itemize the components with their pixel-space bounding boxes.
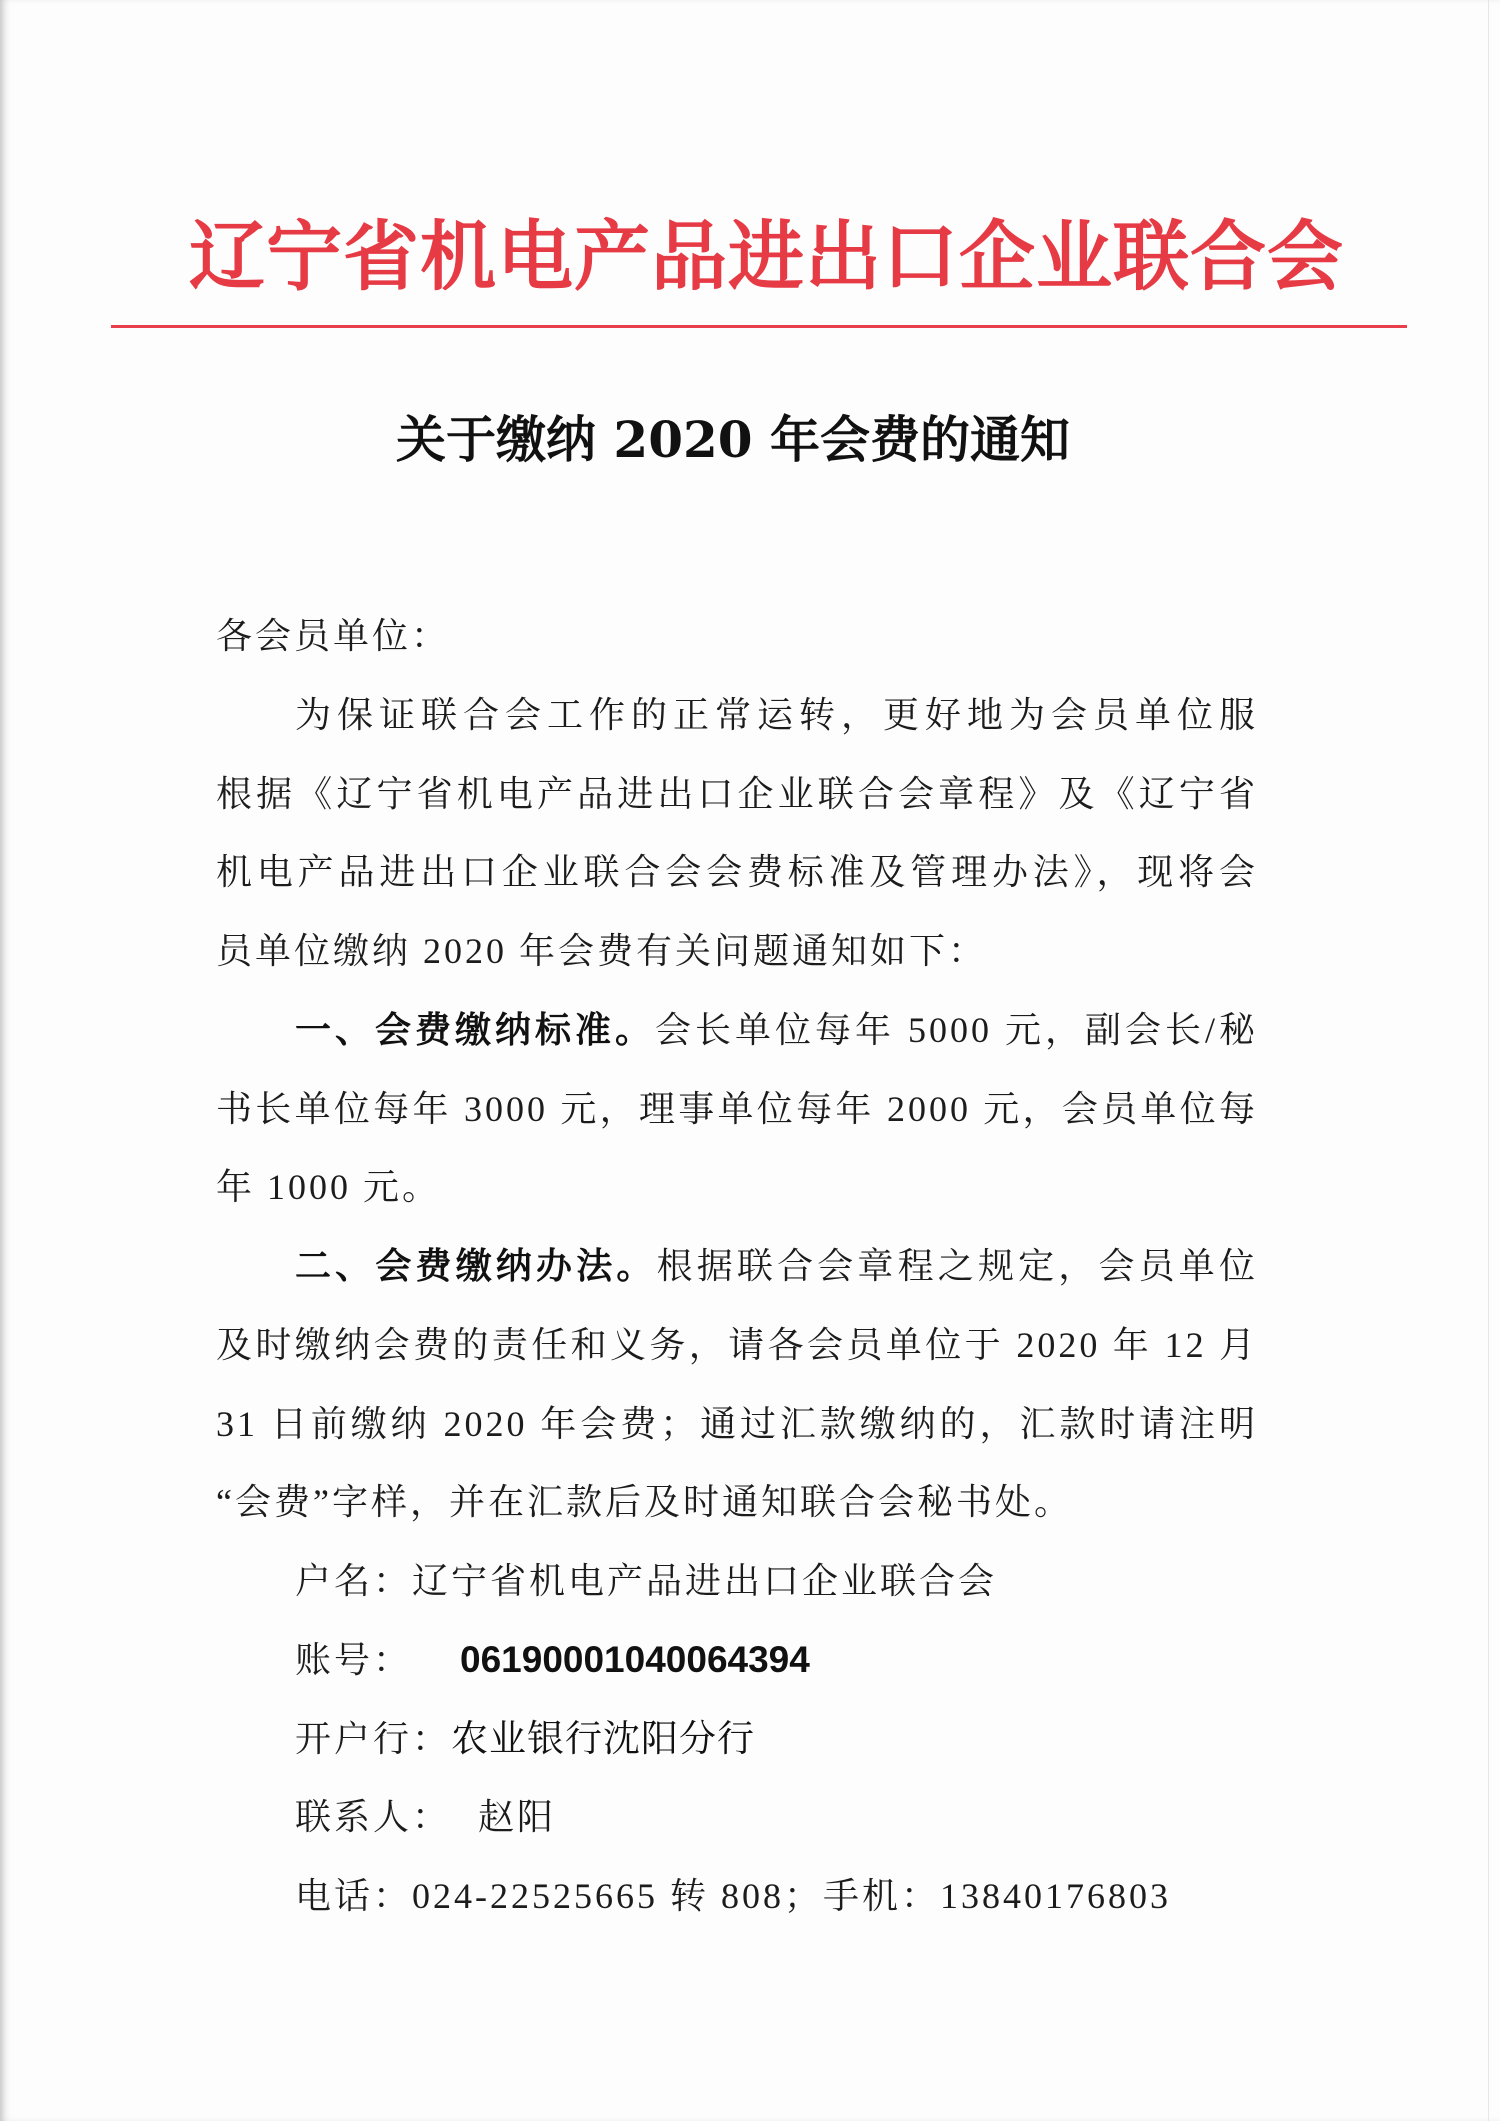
account-name-label: 户名： <box>295 1561 413 1601</box>
phone-separator: ； <box>784 1876 824 1916</box>
intro-line: 为保证联合会工作的正常运转，更好地为会员单位服 <box>295 694 1258 735</box>
phone-value: 024-22525665 转 808 <box>412 1876 785 1916</box>
letterhead-org-name: 辽宁省机电产品进出口企业联合会 <box>189 212 1344 301</box>
contact-row <box>216 1778 1258 1857</box>
section2-text: 根据联合会章程之规定，会员单位 <box>656 1246 1258 1286</box>
section1-line: 书长单位每年 3000 元，理事单位每年 2000 元，会员单位每 <box>216 1088 1258 1129</box>
section1-text: 会长单位每年 5000 元，副会长/秘 <box>655 1009 1258 1050</box>
section1-line: 年 1000 元。 <box>216 1167 442 1208</box>
bank-value: 农业银行沈阳分行 <box>451 1718 756 1760</box>
section2-heading: 二、会费缴纳办法。 <box>295 1246 657 1286</box>
contact-value: 赵阳 <box>478 1797 557 1838</box>
section1-line <box>216 991 1258 1070</box>
notice-body <box>216 597 1258 1936</box>
intro-line: 机电产品进出口企业联合会会费标准及管理办法》，现将会 <box>216 852 1258 893</box>
section2-line: “会费”字样，并在汇款后及时通知联合会秘书处。 <box>216 1482 1073 1523</box>
section1-heading: 一、会费缴纳标准。 <box>295 1009 655 1050</box>
mobile-label: 手机： <box>823 1876 941 1916</box>
account-no-value: 06190001040064394 <box>460 1638 810 1680</box>
phone-label: 电话： <box>295 1876 413 1916</box>
mobile-value: 13840176803 <box>940 1876 1172 1916</box>
account-name-row <box>216 1542 1258 1621</box>
bank-row <box>216 1700 1258 1779</box>
account-name-value: 辽宁省机电产品进出口企业联合会 <box>412 1561 998 1601</box>
contact-label: 联系人： <box>295 1797 452 1838</box>
letterhead-rule <box>111 325 1407 328</box>
scan-edge <box>1488 0 1489 2121</box>
intro-line: 根据《辽宁省机电产品进出口企业联合会章程》及《辽宁省 <box>216 773 1258 814</box>
section2-line <box>216 1227 1258 1306</box>
intro-line: 员单位缴纳 2020 年会费有关问题通知如下： <box>216 931 988 971</box>
section2-line: 31 日前缴纳 2020 年会费；通过汇款缴纳的，汇款时请注明 <box>216 1403 1258 1444</box>
bank-label: 开户行： <box>295 1718 452 1759</box>
section2-line: 及时缴纳会费的责任和义务，请各会员单位于 2020 年 12 月 <box>216 1324 1258 1365</box>
phone-row <box>216 1857 1258 1936</box>
account-no-label: 账号： <box>295 1639 413 1680</box>
salutation: 各会员单位： <box>216 616 451 656</box>
account-no-row <box>216 1621 1258 1700</box>
notice-title: 关于缴纳 2020 年会费的通知 <box>396 410 1070 469</box>
